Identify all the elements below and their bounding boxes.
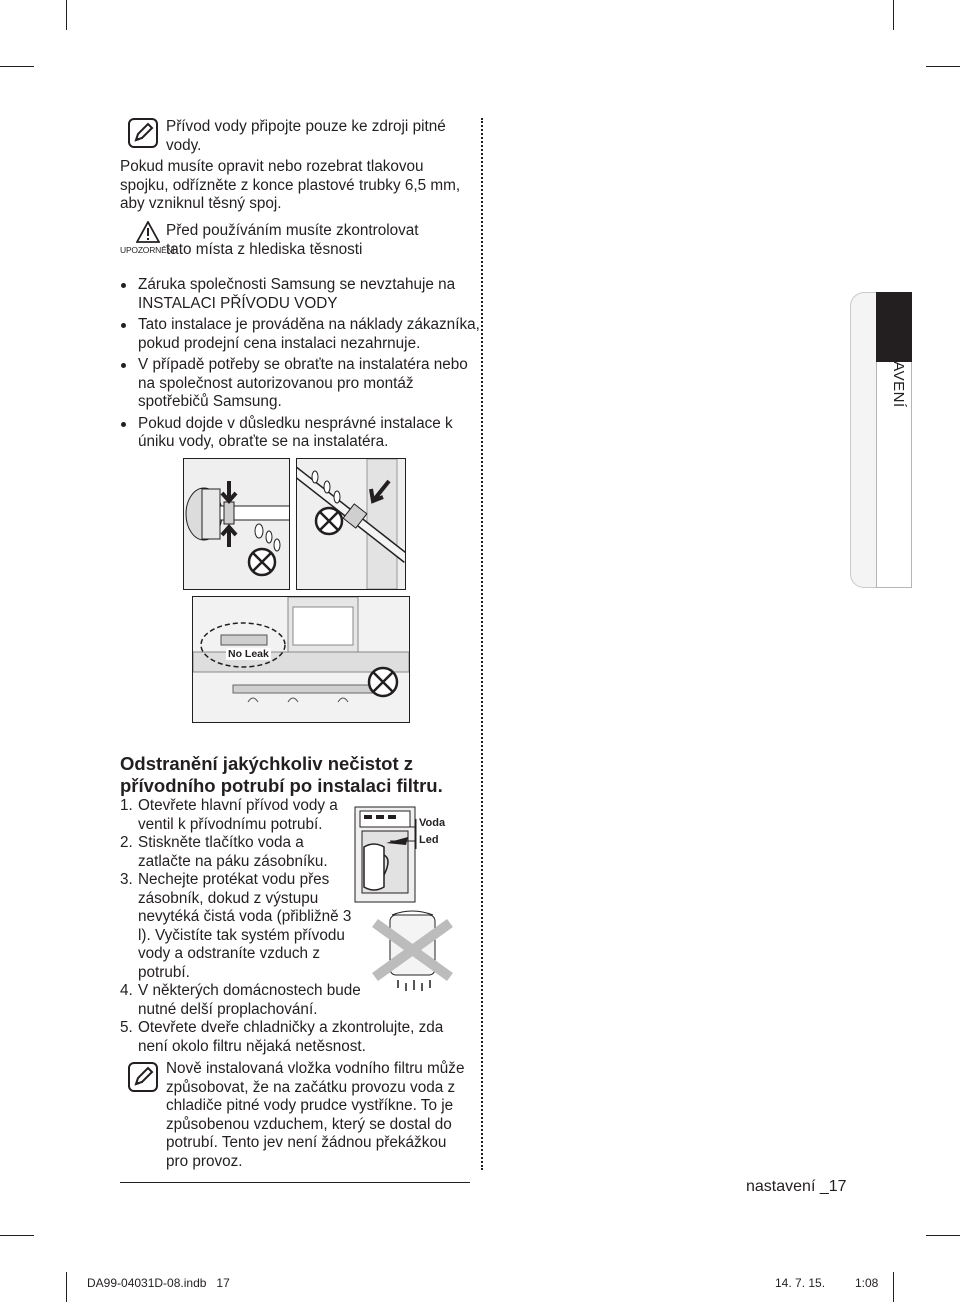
figure-connector-leak (183, 458, 290, 590)
crop-mark (926, 1235, 960, 1236)
crop-mark (0, 1235, 34, 1236)
page-number: nastavení _17 (746, 1178, 847, 1195)
crop-mark (66, 0, 67, 30)
step-item: 4. V některých domácnostech bude nutné delší proplachování. (120, 982, 361, 1018)
bullet-item: Záruka společnosti Samsung se nevztahuje na INSTALACI PŘÍVODU VODY (120, 276, 480, 313)
tab-edge (850, 292, 876, 588)
crop-mark (0, 66, 34, 67)
section-tab (850, 292, 912, 588)
step-item: 2. Stiskněte tlačítko voda a zatlačte na páku zásobníku. (120, 834, 328, 870)
ice-label: Led (419, 834, 439, 846)
no-leak-label: No Leak (228, 648, 269, 660)
crop-mark (893, 0, 894, 30)
crop-mark (926, 66, 960, 67)
bottom-rule (120, 1182, 470, 1183)
column-divider (481, 118, 483, 1170)
figure-dispenser (350, 805, 478, 1000)
step-item: 3. Nechejte protékat vodu přes zásobník, dokud z výstupu nevytéká čistá voda (přibližně 3 l). Vyčistíte tak systém přívodu vody a odstraníte vzduch z potrubí. (120, 871, 352, 981)
section-heading: Odstranění jakýchkoliv nečistot z přívodního potrubí po instalaci filtru. (120, 753, 443, 796)
step-item: 5. Otevřete dveře chladničky a zkontrolujte, zda není okolo filtru nějaká netěsnost. (120, 1019, 444, 1055)
warning-icon (136, 221, 160, 243)
note-pencil-icon (128, 1062, 158, 1092)
paragraph: Pokud musíte opravit nebo rozebrat tlakovou spojku, odřízněte z konce plastové trubky 6,5 mm, aby vzniknul těsný spoj. (120, 158, 461, 212)
section-tab-label: 01 NASTAVENÍ (890, 298, 907, 408)
water-label: Voda (419, 817, 446, 829)
bullet-item: Pokud dojde v důsledku nesprávné instalace k úniku vody, obraťte se na instalatéra. (120, 415, 480, 452)
step-item: 1. Otevřete hlavní přívod vody a ventil k přívodnímu potrubí. (120, 797, 338, 833)
print-date: 14. 7. 15. (775, 1276, 826, 1290)
crop-mark (893, 1272, 894, 1302)
print-time: 1:08 (855, 1276, 879, 1290)
bullet-item: V případě potřeby se obraťte na instalatéra nebo na společnost autorizovanou pro montáž spotřebičů Samsung. (120, 356, 480, 412)
note-text: Nově instalovaná vložka vodního filtru může způsobovat, že na začátku provozu voda z chladiče pitné vody prudce vystříkne. To je způsobenou vzduchem, který se dostal do potrubí. Tento jev není žádnou překážkou pro provoz. (166, 1060, 465, 1170)
warning-label: UPOZORNĚNÍ (120, 245, 175, 255)
bullet-list (120, 276, 480, 455)
bullet-item: Tato instalace je prováděna na náklady zákazníka, pokud prodejní cena instalaci nezahrnuje. (120, 316, 480, 353)
figure-hose-leak (296, 458, 406, 590)
note-pencil-icon (128, 118, 158, 148)
crop-mark (66, 1272, 67, 1302)
warning-text: Před používáním musíte zkontrolovat tato místa z hlediska těsnosti (166, 222, 419, 258)
print-file: DA99-04031D-08.indb 17 (87, 1276, 230, 1290)
note-text: Přívod vody připojte pouze ke zdroji pitné vody. (166, 118, 446, 154)
figure-fridge-bottom (192, 596, 410, 723)
